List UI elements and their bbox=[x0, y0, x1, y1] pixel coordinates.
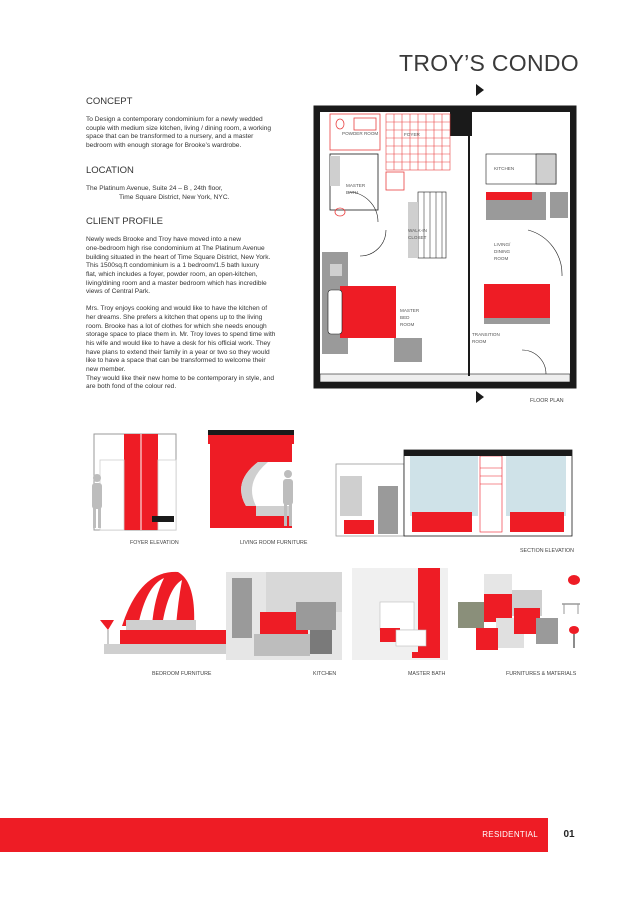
location-heading: LOCATION bbox=[86, 164, 134, 176]
caption-section-elevation: SECTION ELEVATION bbox=[520, 548, 574, 554]
page-title: TROY’S CONDO bbox=[399, 50, 579, 76]
room-label-walk-in-2: CLOSET bbox=[408, 235, 427, 240]
caption-bedroom-furniture: BEDROOM FURNITURE bbox=[152, 671, 212, 677]
room-label-living-2: DINING bbox=[494, 249, 511, 254]
floor-plan-drawing bbox=[300, 80, 582, 410]
concept-line: space that can be transformed to a nursery, and a master bbox=[86, 133, 254, 141]
room-label-transition-1: TRANSITION bbox=[472, 332, 500, 337]
client-line: like to have a space that can be transformed to welcome their bbox=[86, 357, 266, 365]
room-label-bed-3: ROOM bbox=[400, 322, 415, 327]
concept-line: bedroom with enough storage for Brooke’s wardrobe. bbox=[86, 142, 242, 150]
master-bath-render bbox=[352, 568, 448, 660]
client-line: They would like their new home to be contemporary in style, and bbox=[86, 374, 275, 382]
bedroom-furniture-drawing bbox=[100, 568, 240, 660]
materials-collage bbox=[454, 568, 584, 660]
concept-heading: CONCEPT bbox=[86, 96, 133, 107]
foyer-elevation-drawing bbox=[86, 430, 190, 534]
client-line: her dreams. She prefers a kitchen that opens up to the living bbox=[86, 313, 263, 321]
room-label-living-3: ROOM bbox=[494, 256, 509, 261]
client-heading: CLIENT PROFILE bbox=[86, 216, 163, 228]
section-elevation-drawing bbox=[330, 446, 574, 540]
client-line: views of Central Park. bbox=[86, 288, 151, 296]
client-para-2 bbox=[86, 305, 286, 392]
client-line: have plans to extend their family in a year or two so they would bbox=[86, 348, 270, 356]
location-line: The Platinum Avenue, Suite 24 – B , 24th floor, bbox=[86, 184, 223, 192]
location-line: Time Square District, New York, NYC. bbox=[119, 193, 230, 201]
room-label-foyer: FOYER bbox=[404, 132, 420, 137]
client-line: new member. bbox=[86, 366, 126, 374]
client-line: This 1500sq.ft condominium is a 1 bedroom/1.5 bath luxury bbox=[86, 262, 259, 270]
concept-line: couple with medium size kitchen, living / dining room, a working bbox=[86, 124, 272, 132]
client-line: storage space to place them in. Mr. Troy loves to spend time with bbox=[86, 331, 276, 339]
client-line: Mrs. Troy enjoys cooking and would like to have the kitchen of bbox=[86, 305, 268, 313]
footer-bar bbox=[0, 818, 548, 852]
client-line: are both fond of the colour red. bbox=[86, 383, 177, 391]
living-furniture-drawing bbox=[196, 426, 308, 536]
client-line: flat, which includes a foyer, powder room, an open-kitchen, bbox=[86, 271, 258, 279]
floor-plan-caption: FLOOR PLAN bbox=[530, 398, 564, 404]
caption-living-furniture: LIVING ROOM FURNITURE bbox=[240, 540, 308, 546]
room-label-walk-in-1: WALK-IN bbox=[408, 228, 427, 233]
footer-category: RESIDENTIAL bbox=[482, 830, 538, 839]
location-text bbox=[86, 185, 286, 202]
caption-master-bath: MASTER BATH bbox=[408, 671, 446, 677]
room-label-bed-2: BED bbox=[400, 315, 410, 320]
client-line: building situated in the heart of Time Square District, New York. bbox=[86, 253, 271, 261]
room-label-master-bath-1: MASTER bbox=[346, 183, 366, 188]
text-column bbox=[86, 96, 286, 392]
room-label-bed-1: MASTER bbox=[400, 308, 420, 313]
client-line: Newly weds Brooke and Troy have moved into a new bbox=[86, 236, 242, 244]
kitchen-render bbox=[226, 572, 342, 660]
caption-foyer-elevation: FOYER ELEVATION bbox=[130, 540, 179, 546]
room-label-master-bath-2: BATH bbox=[346, 190, 358, 195]
client-line: one-bedroom high rise condominium at The Platinum Avenue bbox=[86, 244, 265, 252]
client-line: room. Brooke has a lot of clothes for which she needs enough bbox=[86, 322, 267, 330]
page-number: 01 bbox=[552, 818, 584, 852]
client-para-1 bbox=[86, 236, 286, 297]
concept-text bbox=[86, 116, 286, 151]
room-label-transition-2: ROOM bbox=[472, 339, 487, 344]
concept-line: To Design a contemporary condominium for a newly wedded bbox=[86, 116, 263, 123]
caption-kitchen: KITCHEN bbox=[313, 671, 337, 677]
room-label-powder: POWDER ROOM bbox=[342, 131, 379, 136]
client-line: living/dining room and a master bedroom which has incredible bbox=[86, 279, 267, 287]
room-label-living-1: LIVING/ bbox=[494, 242, 511, 247]
client-line: his wife and would like to have a desk for his official work. They bbox=[86, 339, 271, 347]
room-label-kitchen: KITCHEN bbox=[494, 166, 515, 171]
caption-furnitures-materials: FURNITURES & MATERIALS bbox=[506, 671, 577, 677]
